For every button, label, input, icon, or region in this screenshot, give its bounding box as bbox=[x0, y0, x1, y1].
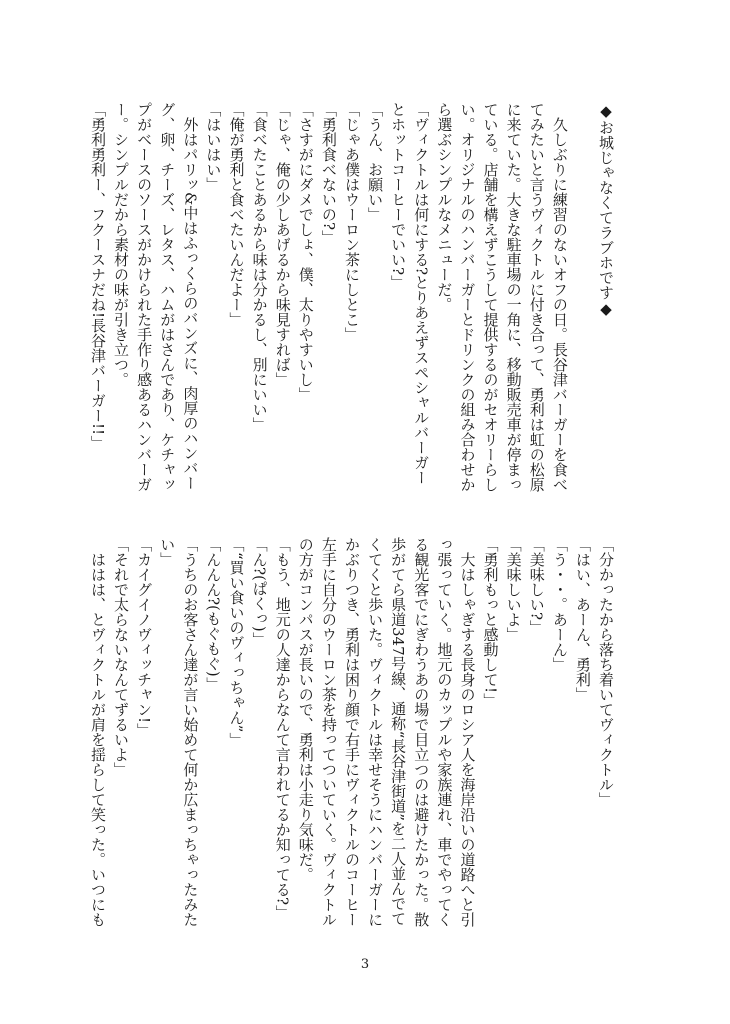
dialogue-line: 「ん?(ぱくっ)」 bbox=[250, 537, 269, 647]
blank-line bbox=[571, 102, 594, 494]
dialogue-line: 「食べたことあるから味は分かるし、別にいい」 bbox=[250, 102, 269, 432]
dialogue-line: 「ヴィクトルは何にする?とりあえずスペシャルバーガーとホットコーヒーでいい?」 bbox=[389, 102, 431, 486]
dialogue-line: 「もう、地元の人達からなんて言われてるか知ってる?」 bbox=[273, 537, 292, 921]
bottom-tier-text bbox=[86, 537, 617, 929]
dialogue-line: 「うん、お願い」 bbox=[366, 102, 385, 222]
dialogue-line: 「はい、あーん、勇利」 bbox=[573, 537, 592, 702]
dialogue-line: 「勇利もっと感動して!」 bbox=[481, 537, 500, 709]
paragraph: ははは、とヴィクトルが肩を揺らして笑った。いつにも bbox=[88, 552, 107, 927]
dialogue-line: 「分かったから落ち着いてヴィクトル」 bbox=[597, 537, 615, 807]
dialogue-line: 「じゃあ僕はウーロン茶にしとこ」 bbox=[342, 102, 361, 342]
dialogue-line: 「美味しいよ」 bbox=[504, 537, 523, 642]
top-tier-text bbox=[86, 102, 617, 494]
dialogue-line: 「さすがにダメでしょ、僕、太りやすいし」 bbox=[296, 102, 315, 402]
page-number: 3 bbox=[360, 957, 370, 972]
dialogue-line: 「じゃ、俺の少しあげるから味見すれば」 bbox=[273, 102, 292, 387]
dialogue-line: 「勇利食べないの?」 bbox=[319, 102, 338, 246]
dialogue-line: 「“買い食いのヴィっちゃん”」 bbox=[227, 537, 246, 748]
dialogue-line: 「んんん?(もぐもぐ)」 bbox=[204, 537, 223, 692]
dialogue-line: 「美味しい?」 bbox=[527, 537, 546, 636]
dialogue-line: 「勇利勇利ー、フクースナだね!長谷津バーガー!!」 bbox=[88, 102, 107, 451]
dialogue-line: 「うちのお客さん達が言い始めて何か広まっちゃったみたい」 bbox=[158, 537, 200, 927]
dialogue-line: 「それで太らないなんてずるいよ」 bbox=[112, 537, 131, 777]
paragraph: 大はしゃぎする長身のロシア人を海岸沿いの道路へと引っ張っていく。地元のカップルや家族連れ、車でやってくる観光客でにぎわうあの場で目立つのは避けたかった。散歩がてら県道347号線、通称“長谷津街道”を二人並んでてくてくと歩いた。ヴィクトルは幸せそうにハンバーガーにかぶりつき、勇利は困り顔で右手にヴィクトルのコーヒー左手に自分のウーロン茶を持ってついていく。ヴィクトルの方がコンパスが長いので、勇利は小走り気味だ。 bbox=[296, 537, 477, 927]
dialogue-line: 「俺が勇利と食べたいんだよー」 bbox=[227, 102, 246, 327]
dialogue-line: 「はいはい」 bbox=[204, 102, 223, 192]
chapter-title: ◆お城じゃなくてラブホです◆ bbox=[597, 102, 615, 318]
dialogue-line: 「カイグイノヴィッチャン!」 bbox=[135, 537, 154, 739]
paragraph: 外はパリッ&中はふっくらのバンズに、肉厚のハンバーグ、卵、チーズ、レタス、ハムがはさんであり、ケチャップがベースのソースがかけられた手作り感あるハンバーガー。シンプルだから素材の味が引き立つ。 bbox=[112, 102, 200, 492]
paragraph: 久しぶりに練習のないオフの日。長谷津バーガーを食べてみたいと言うヴィクトルに付き合って、勇利は虹の松原に来ていた。大きな駐車場の一角に、移動販売車が停まっている。店舗を構えずこうして提供するのがセオリーらしい。オリジナルのハンバーガーとドリンクの組み合わせから選ぶシンプルなメニューだ。 bbox=[435, 102, 569, 492]
dialogue-line: 「う・・。あーん」 bbox=[550, 537, 569, 672]
